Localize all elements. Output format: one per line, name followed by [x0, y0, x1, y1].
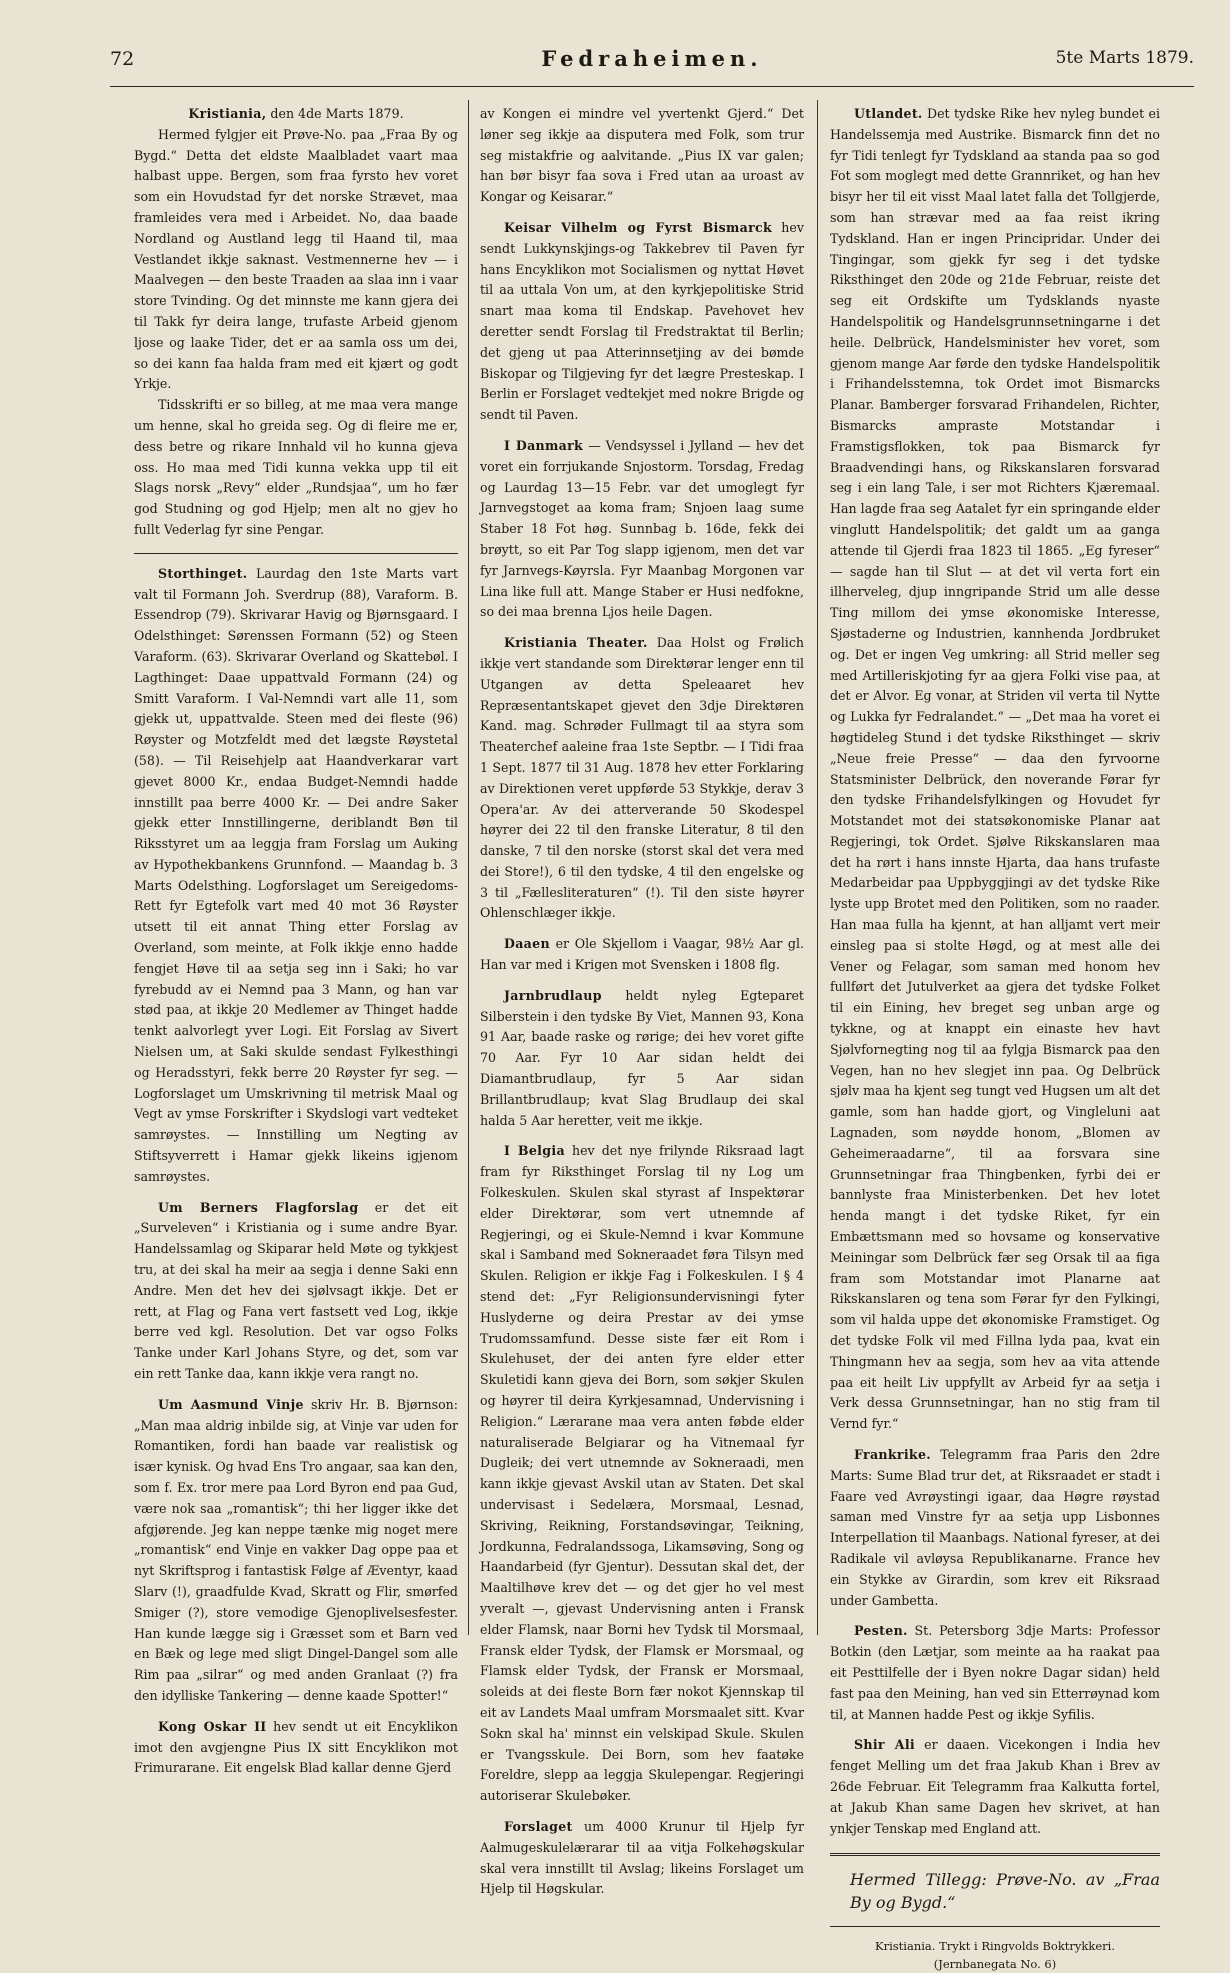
article-oskar	[134, 1717, 458, 1779]
section-rule	[830, 1926, 1160, 1927]
article-heading: Utlandet.	[854, 106, 923, 121]
article-heading: Storthinget.	[158, 565, 248, 581]
article-text: um 4000 Krunur til Hjelp fyr Aalmugeskulelærarar til aa vitja Folkehøgskular skal vera innstillt til Avslag; likeins Forslaget um Hjelp til Høgskular.	[480, 1818, 804, 1897]
section-rule	[830, 1853, 1160, 1856]
article-berner	[134, 1198, 458, 1385]
article-heading: Kristiania Theater.	[504, 635, 648, 651]
article-kristiania	[134, 104, 458, 541]
article-utlandet	[830, 104, 1160, 1435]
article-theater	[480, 633, 804, 924]
article-text: av Kongen ei mindre vel yvertenkt Gjerd.“ Det løner seg ikkje aa disputera med Folk, som trur seg mistakfrie og aalvitande. „Pius IX var galen; han bør bisyr faa sova i Fred utan aa uroast av Kongar og Keisarar.“	[480, 106, 804, 205]
column-divider	[468, 100, 469, 1635]
article-forslaget	[480, 1817, 804, 1900]
issue-date: 5te Marts 1879.	[1055, 48, 1194, 68]
article-text: er daaen. Vicekongen i India hev fenget Melling um det fraa Jakub Khan i Brev av 26de Februar. Eit Telegramm fraa Kalkutta fortel, at Jakub Khan same Dagen hev skrivet, at han ynkjer Tenskap med England att.	[830, 1737, 1160, 1836]
article-dateline: den 4de Marts 1879.	[266, 106, 404, 121]
article-text: heldt nyleg Egteparet Silberstein i den tydske By Viet, Mannen 93, Kona 91 Aar, baade raske og rørige; dei hev voret gifte 70 Aar. Fyr 10 Aar sidan heldt dei Diamantbrudlaup, fyr 5 Aar sidan Brillantbrudlaup; kvat Slag Brudlaup dei skal halda 5 Aar heretter, veit me ikkje.	[480, 987, 804, 1128]
page-number: 72	[110, 48, 135, 70]
article-heading: Keisar Vilhelm og Fyrst Bismarck	[504, 219, 773, 235]
column-2	[480, 104, 804, 1910]
article-text: hev sendt Lukkynskjings-og Takkebrev til Paven fyr hans Encyklikon mot Socialismen og nyttat Høvet til aa uttala Von um, at den kyrkjepolitiske Strid snart maa koma til Endskap. Pavehovet hev deretter sendt Forslag til Fredstraktat til Berlin; det gjeng ut paa Atterinnsetjing av dei bømde Biskopar og Tilgjeving fyr det lægre Presteskap. I Berlin er Forslaget vedtekjet med nokre Brigde og sendt til Paven.	[480, 219, 804, 423]
section-rule	[134, 553, 458, 554]
article-text: — Vendsyssel i Jylland — hev det voret ein forrjukande Snjostorm. Torsdag, Fredag og Laurdag 13—15 Febr. var det umoglegt fyr Jarnvegstoget aa koma fram; Snjoen laag sume Staber 18 Fot høg. Sunnbag b. 16de, fekk dei brøytt, so eit Par Tog slapp igjenom, men det var fyr Jarnvegs-Køyrsla. Fyr Maanbag Morgonen var Lina like full att. Mange Staber er Husi nedfokne, so dei maa brenna Ljos heile Dagen.	[480, 437, 804, 620]
column-1	[134, 104, 458, 1789]
imprint-address: (Jernbanegata No. 6)	[933, 1957, 1057, 1972]
article-text: skriv Hr. B. Bjørnson: „Man maa aldrig inbilde sig, at Vinje var uden for Romantiken, fordi han baade var realistisk og især kynisk. Og hvad Ens Tro angaar, saa kan den, som f. Ex. tror mere paa Lord Byron end paa Gud, være nok saa „romantisk“; thi her ligger ikke det afgjørende. Jeg kan neppe tænke mig noget mere „romantisk“ end Vinje en vakker Dag oppe paa et nyt Skriftsprog i fantastisk Følge af Æventyr, kaad Slarv (!), graadfulde Kvad, Skratt og Flir, smørfed Smiger (?), store vemodige Gjenoplivelsesfester. Han kunde lægge sig i Græsset som et Barn ved en Bæk og lege med sligt Dingel-Dangel som alle Rim paa „silrar“ og med anden Granlaat (?) fra den idylliske Tankering — denne kaade Spotter!“	[134, 1396, 459, 1703]
article-jarnbrudlaup	[480, 986, 804, 1132]
article-vinje	[134, 1395, 458, 1707]
article-heading: I Danmark	[504, 437, 584, 453]
article-text: hev sendt ut eit Encyklikon imot den avgjengne Pius IX sitt Encyklikon mot Frimurarane. Eit engelsk Blad kallar denne Gjerd	[134, 1718, 458, 1776]
header-rule	[110, 86, 1194, 87]
article-paragraph: Hermed fylgjer eit Prøve-No. paa „Fraa By og Bygd.“ Detta det eldste Maalbladet vaart maa halbast uppe. Bergen, som fraa fyrsto hev voret som ein Hovudstad fyr det norske Strævet, maa framleides vera med i Arbeidet. No, daa baade Nordland og Austland legg til Haand til, maa Vestlandet ikkje saknast. Vestmennerne hev — i Maalvegen — den beste Traaden aa slaa inn i vaar store Tvinding. Og det minnste me kann gjera dei til Takk fyr deira lange, trufaste Arbeid gjenom ljose og laake Tider, det er aa samla oss um dei, so dei kann faa halda fram med eit kjært og godt Yrkje.	[134, 126, 458, 392]
article-text: er det eit „Surveleven“ i Kristiania og i sume andre Byar. Handelssamlag og Skiparar held Møte og tykkjest tru, at dei skal ha meir aa segja i denne Saki enn Andre. Men det hev dei sjølvsagt ikkje. Det er rett, at Flag og Fana vert fastsett ved Log, ikkje berre ved kgl. Resolution. Det var ogso Folks Tanke under Karl Johans Styre, og det, som var ein rett Tanke daa, kann ikkje vera rangt no.	[134, 1199, 458, 1382]
article-heading: Kong Oskar II	[158, 1718, 267, 1734]
article-text: er Ole Skjellom i Vaagar, 98½ Aar gl. Han var med i Krigen mot Svensken i 1808 flg.	[480, 936, 804, 973]
column-3	[830, 104, 1160, 1973]
article-text: Daa Holst og Frølich ikkje vert standande som Direktørar lenger enn til Utgangen av detta Speleaaret hev Repræsentantskapet gjevet den 3dje Direktøren Kand. mag. Schrøder Fullmagt til aa styra som Theaterchef aaleine fraa 1ste Septbr. — I Tidi fraa 1 Sept. 1877 til 31 Aug. 1878 hev etter Forklaring av Direktionen veret uppførde 53 Stykkje, derav 3 Opera'ar. Av dei atterverande 50 Skodespel høyrer dei 22 til den franske Literatur, 8 til den danske, 7 til den norske (storst skal det vera med dei Store!), 6 til den tydske, 4 til den engelske og 3 til „Fællesliteraturen“ (!). Til den siste høyrer Ohlenschlæger ikkje.	[480, 635, 804, 921]
column-divider	[817, 100, 818, 1635]
article-daaen	[480, 934, 804, 976]
article-text: Telegramm fraa Paris den 2dre Marts: Sume Blad trur det, at Riksraadet er stadt i Faare ved Avrøystingi igaar, daa Høgre røystad saman med Vinstre fyr aa setja upp Lisbonnes Interpellation til Maanbags. National fyreser, at dei Radikale vil avløysa Republikanarne. France hev ein Stykke av Girardin, som krev eit Riksraad under Gambetta.	[830, 1447, 1160, 1608]
article-continuation	[480, 104, 804, 208]
article-shir-ali	[830, 1735, 1160, 1839]
article-heading: I Belgia	[504, 1143, 565, 1159]
article-heading: Um Berners Flagforslag	[158, 1199, 359, 1215]
imprint-line: Kristiania. Trykt i Ringvolds Boktrykkeri.	[875, 1939, 1115, 1954]
masthead-title: Fedraheimen.	[541, 46, 763, 71]
article-text: Laurdag den 1ste Marts vart valt til Formann Joh. Sverdrup (88), Varaform. B. Essendrop (79). Skrivarar Havig og Bjørnsgaard. I Odelsthinget: Sørenssen Formann (52) og Steen Varaform. (63). Skrivarar Overland og Skattebøl. I Lagthinget: Daae uppattvald Formann (24) og Smitt Varaform. I Val-Nemndi vart alle 11, som gjekk ut, uppattvalde. Steen med dei fleste (96) Røyster og Motzfeldt med det lægste Røystetal (58). — Til Reisehjelp aat Haandverkarar vart gjevet 8000 Kr., endaa Budget-Nemndi hadde innstillt paa berre 4000 Kr. — Dei andre Saker gjekk etter Innstillingerne, deriblandt Bøn til Riksstyret um aa leggja fram Forslag um Auking av Hypothekbankens Grunnfond. — Maandag b. 3 Marts Odelsthing. Logforslaget um Sereigedoms-Rett fyr Egtefolk vart med 40 mot 36 Røyster utsett til eit annat Thing etter Forslag av Overland, som meinte, at Folk ikkje enno hadde fengjet Høve til aa setja seg inn i Saki; ho var fyrebudd av ei Nemnd paa 3 Mann, og han var stød paa, at ikkje 20 Medlemer av Thinget hadde tenkt aalvorlegt yver Logi. Eit Forslag av Sivert Nielsen um, at Saki skulde sendast Fylkesthingi og Heradsstyri, fekk berre 20 Røyster fyr seg. — Logforslaget um Umskrivning til metrisk Maal og Vegt av ymse Forskrifter i Skydslogi vart vedteket samrøystes. — Innstilling um Negting av Stiftsyverrett i Hamar gjekk likeins igjenom samrøystes.	[134, 565, 458, 1184]
article-heading: Pesten.	[854, 1623, 908, 1639]
article-belgia	[480, 1141, 804, 1807]
article-pesten	[830, 1621, 1160, 1725]
article-heading: Jarnbrudlaup	[504, 987, 602, 1003]
article-keisar	[480, 218, 804, 426]
article-heading: Shir Ali	[854, 1737, 915, 1753]
article-paragraph: Tidsskrifti er so billeg, at me maa vera mange um henne, skal ho greida seg. Og di fleire me er, dess betre og rikare Innhald vil ho kunna gjeva oss. Ho maa med Tidi kunna vekka upp til eit Slags norsk „Revy“ elder „Rundsjaa“, um ho fær god Studning og god Hjelp; men alt no gjev ho fullt Vederlag fyr sine Pengar.	[134, 397, 458, 537]
article-heading: Um Aasmund Vinje	[158, 1396, 304, 1412]
supplement-notice: Hermed Tillegg: Prøve-No. av „Fraa By og Bygd.“	[850, 1870, 1160, 1913]
article-heading: Kristiania,	[188, 106, 267, 121]
article-text: Det tydske Rike hev nyleg bundet ei Handelssemja med Austrike. Bismarck finn det no fyr Tidi tenlegt fyr Tydskland aa standa paa so god Fot som moglegt med dette Grannriket, og han hev bisyr her til eit visst Maal latet falla det Tollgjerde, som han strævar med aa faa reist ikring Tydskland. Han er ingen Principridar. Under dei Tingingar, som gjekk fyr seg i det tydske Riksthinget den 20de og 21de Februar, reiste det seg eit Ordskifte um Tydsklands nyaste Handelspolitik og Handelsgrunnsetningarne i det heile. Delbrück, Handelsminister hev voret, som gjenom mange Aar førde den tydske Handelspolitik i Frihandelsstemna, tok Ordet imot Bismarcks Planar. Bamberger forsvarad Frihandelen, Richter, Bismarcks ampraste Motstandar i Framstigsflokken, tok paa Bismarck fyr Braadvendingi hans, og Rikskanslaren forsvarad seg i ein lang Tale, i ser mot Richters Kjæremaal. Han lagde fraa seg Aatalet fyr ein springande elder vinglutt Handelspolitik; det galdt um aa ganga attende til Gjerdi fraa 1823 til 1865. „Eg fyreser“ — sagde han til Slut — at det vil verta fort ein illherveleg, djup inngripande Strid um alle desse Ting millom dei ymse økonomiske Interesse, Sjøstaderne og Industrien, kannhenda Jordbruket og. Det er ingen Veg umkring: all Strid meller seg med Artilleriskjoting fyr aa gjera Folki vise paa, at det er Alvor. Eg vonar, at Striden vil verta til Nytte og Lukka fyr Fedralandet.“ — „Det maa ha voret ei høgtideleg Stund i det tydske Riksthinget — skriv „Neue freie Presse“ — daa den fyrvoorne Statsminister Delbrück, den noverande Førar fyr den tydske Frihandelsfylkingen og Hovudet fyr Motstandet mot dei statsøkonomiske Planar aat Regjeringi, tok Ordet. Sjølve Rikskanslaren maa det ha rørt i hans innste Hjarta, daa hans trufaste Medarbeidar paa Uppbyggjingi av det tydske Rike lyste upp Brotet med den Politiken, som no raader. Han maa fulla ha kjennt, at han alljamt vert meir einsleg paa si stolte Høgd, og at mest alle dei Vener og Felagar, som saman med honom hev fullført det Jutulverket aa gjera det tydske Folket til ein Eining, hev breget seg unban arge og tykkne, og at knappt ein einaste hev havt Sjølvfornegting nog til aa fylgja Bismarck paa den Vegen, han no hev slegjet inn paa. Og Delbrück sjølv maa ha kjent seg tungt ved Hugsen um alt det gamle, som han hadde gjort, og Vingleluni aat Lagnaden, som nøydde honom, „Blomen av Geheimeraadarne“, til aa forsvara sine Grunnsetningar fraa Thingbenken, fyrbi dei er bannlyste fraa Ministerbenken. Det hev lotet henda mangt i det tydske Riket, fyr ein Embættsmann med so hovsame og konservative Meiningar som Delbrück fær seg Orsak til aa figa fram som Motstandar imot Planarne aat Rikskanslaren og tena som Førar fyr den Fylkingi, som vil halda uppe det økonomiske Framstiget. Og det tydske Folk vil med Fillna lyda paa, kvat ein Thingmann hev aa segja, som hev aa vita attende paa eit heilt Liv uppfyllt av Arbeid fyr aa setja i Verk dessa Grunnsetningar, han no stig fram til Vernd fyr.“	[830, 106, 1160, 1432]
article-heading: Forslaget	[504, 1818, 573, 1834]
article-frankrike	[830, 1445, 1160, 1611]
article-danmark	[480, 436, 804, 623]
page-header	[110, 40, 1194, 84]
article-storthinget	[134, 564, 458, 1188]
article-text: St. Petersborg 3dje Marts: Professor Botkin (den Lætjar, som meinte aa ha raakat paa eit Pesttilfelle der i Byen nokre Dagar sidan) held fast paa den Meining, han ved sin Etterrøynad kom til, at Mannen hadde Pest og ikkje Syfilis.	[830, 1623, 1160, 1722]
article-text: hev det nye frilynde Riksraad lagt fram fyr Riksthinget Forslag til ny Log um Folkeskulen. Skulen skal styrast af Inspektørar elder Direktørar, som vert utnemnde af Regjeringi, og ei Skule-Nemnd i kvar Kommune skal i Samband med Sokneraadet føra Tilsyn med Skulen. Religion er ikkje Fag i Folkeskulen. I § 4 stend det: „Fyr Religionsundervisningi fyter Huslyderne og deira Prestar av dei ymse Trudomssamfund. Desse siste fær eit Rom i Skulehuset, der dei anten fyre elder etter Skuletidi kann gjeva dei Born, som søkjer Skulen og høyrer til deira Kyrkjesamnad, Undervisning i Religion.“ Lærarane maa vera anten føbde elder naturaliserade Belgiarar og ha Vitnemaal fyr Dugleik; dei vert utnemnde av Sokneraadi, men kann ikkje gjevast Avskil utan av Staten. Det skal undervisast i Sedelæra, Morsmaal, Lesnad, Skriving, Reikning, Forstandsøvingar, Teikning, Jordkunna, Fedralandssoga, Likamsøving, Song og Haandarbeid (fyr Gjentur). Dessutan skal det, der Maaltilhøve krev det — og det gjer ho vel mest yveralt —, gjevast Undervisning anten i Fransk elder Flamsk, naar Borni hev Tydsk til Morsmaal, Fransk elder Tydsk, der Flamsk er Morsmaal, og Flamsk elder Tydsk, der Fransk er Morsmaal, soleids at dei fleste Born fær nokot Kjennskap til eit av Landets Maal umfram Morsmaalet sitt. Kvar Sokn skal ha' minnst ein velskipad Skule. Skulen er Tvangsskule. Dei Born, som hev faatøke Foreldre, slepp aa leggja Skulepengar. Regjeringi autoriserar Skulebøker.	[480, 1143, 804, 1804]
article-heading: Daaen	[504, 936, 550, 952]
article-heading: Frankrike.	[854, 1447, 931, 1462]
